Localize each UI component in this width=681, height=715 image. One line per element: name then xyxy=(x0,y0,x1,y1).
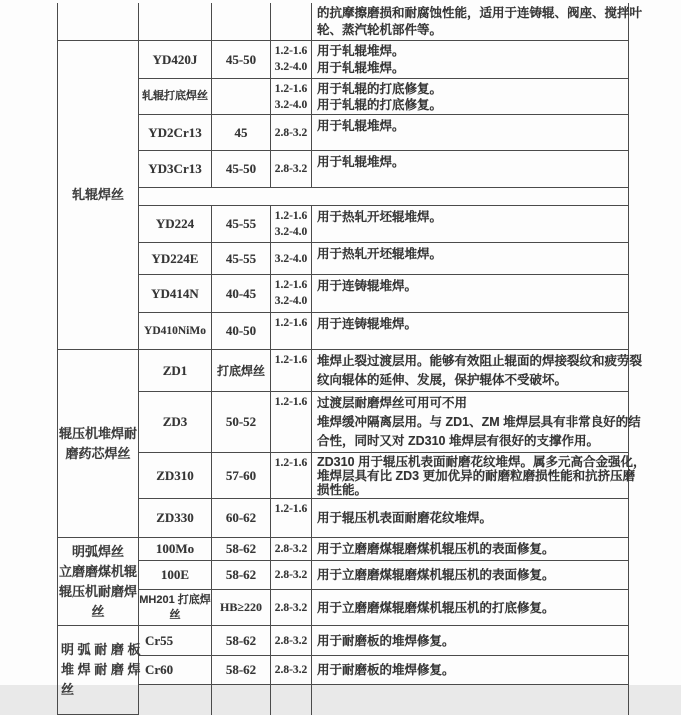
table-row xyxy=(58,561,629,590)
cell-category xyxy=(58,538,139,626)
table-row xyxy=(58,313,629,350)
model-label: YD420J xyxy=(152,51,198,67)
description-line: 用于轧辊的打底修复。 xyxy=(317,98,443,112)
diameter-line: 3.2-4.0 xyxy=(274,252,308,265)
cell-model xyxy=(139,590,212,626)
description-line: 的抗摩擦磨损和耐腐蚀性能，适用于连铸辊、阀座、搅拌叶 xyxy=(317,6,643,20)
cell-diameter xyxy=(271,313,312,350)
cell-diameter xyxy=(271,453,312,499)
cell-diameter xyxy=(271,561,312,590)
diameter-line: 3.2-4.0 xyxy=(274,99,308,111)
diameter-line: 2.8-3.2 xyxy=(274,664,308,676)
cell-description xyxy=(312,275,629,313)
table-row xyxy=(58,499,629,538)
description-line: 纹向辊体的延伸、发展，保护辊体不受破坏。 xyxy=(317,373,568,387)
cell-diameter xyxy=(271,3,312,41)
table-row xyxy=(58,626,629,656)
description-line: 损性能。 xyxy=(317,483,368,497)
diameter-line: 1.2-1.6 xyxy=(274,83,308,95)
diameter-line: 1.2-1.6 xyxy=(274,45,308,57)
table-row xyxy=(58,41,629,79)
category-line: 立磨磨煤机辊 xyxy=(58,563,137,579)
cell-diameter xyxy=(271,538,312,561)
cell-hardness xyxy=(212,685,271,715)
description-line: 用于热轧开坯辊堆焊。 xyxy=(317,247,443,261)
cell-diameter xyxy=(271,392,312,453)
description-line: 用于轧辊堆焊。 xyxy=(317,119,405,133)
description-line: 用于立磨磨煤辊磨煤机辊压机的表面修复。 xyxy=(317,542,555,556)
table-row xyxy=(58,3,629,41)
cell-model xyxy=(139,685,212,715)
model-label: 100E xyxy=(160,567,190,582)
category-line: 堆 焊 耐 磨 焊 xyxy=(61,662,141,677)
cell-description xyxy=(312,590,629,626)
cell-description xyxy=(312,350,643,392)
description-line: 用于轧辊堆焊。 xyxy=(317,61,405,75)
category-line: 磨药芯焊丝 xyxy=(65,445,131,461)
description-line: 堆焊止裂过渡层用。能够有效阻止辊面的焊接裂纹和疲劳裂 xyxy=(317,354,643,368)
product-table xyxy=(57,3,646,715)
cell-category xyxy=(58,626,139,715)
cell-diameter xyxy=(271,41,312,79)
model-label: MH201 打底焊丝 xyxy=(139,593,211,621)
diameter-line: 2.8-3.2 xyxy=(274,163,308,175)
cell-model xyxy=(139,538,212,561)
description-line: 用于轧辊堆焊。 xyxy=(317,44,405,58)
description-line: 用于热轧开坯辊堆焊。 xyxy=(317,210,443,224)
cell-hardness: 45-50 xyxy=(212,151,271,188)
cell-description xyxy=(312,313,629,350)
cell-hardness xyxy=(212,3,271,41)
cell-description xyxy=(312,561,629,590)
category-line: 辊压机耐磨焊 xyxy=(58,583,137,599)
cell-hardness: 40-50 xyxy=(212,313,271,350)
diameter-line: 1.2-1.6 xyxy=(274,503,308,515)
diameter-line: 2.8-3.2 xyxy=(274,569,308,581)
cell-description xyxy=(312,538,629,561)
model-label: Cr55 xyxy=(145,632,174,648)
category-line: 轧辊焊丝 xyxy=(71,187,124,202)
cell-description xyxy=(312,453,646,499)
cell-model xyxy=(139,206,212,243)
model-label: ZD330 xyxy=(156,510,194,525)
cell-hardness: 58-62 xyxy=(212,656,271,685)
table-row xyxy=(58,275,629,313)
category-line: 辊压机堆焊耐 xyxy=(58,425,137,441)
model-label: YD410NiMo xyxy=(144,325,206,337)
table-row xyxy=(58,538,629,561)
cell-category xyxy=(58,41,139,350)
cell-model xyxy=(139,3,212,41)
diameter-line: 1.2-1.6 xyxy=(274,396,308,408)
cell-description xyxy=(312,79,629,115)
description-line: 堆焊层具有比 ZD3 更加优异的耐磨粒磨损性能和抗挤压磨 xyxy=(317,469,636,483)
table-row xyxy=(58,206,629,243)
model-label: Cr60 xyxy=(145,662,174,677)
cell-diameter xyxy=(271,590,312,626)
cell-diameter xyxy=(271,350,312,392)
description-line: 用于轧辊堆焊。 xyxy=(317,155,405,169)
model-label: YD414N xyxy=(151,285,199,301)
description-line: 合性，同时又对 ZD310 堆焊层有很好的支撑作用。 xyxy=(317,434,599,448)
cell-hardness: 58-62 xyxy=(212,626,271,656)
cell-description xyxy=(312,243,629,275)
cell-hardness: 45-50 xyxy=(212,41,271,79)
cell-hardness: 57-60 xyxy=(212,453,271,499)
model-label: ZD1 xyxy=(162,362,188,378)
description-line: 用于耐磨板的堆焊修复。 xyxy=(317,633,455,648)
description-line: 用于耐磨板的堆焊修复。 xyxy=(317,663,455,677)
cell-description xyxy=(312,151,629,188)
table-row xyxy=(58,685,629,715)
table-row xyxy=(58,243,629,275)
description-line: 用于立磨磨煤辊磨煤机辊压机的打底修复。 xyxy=(317,600,555,615)
spacer-cell xyxy=(139,188,629,206)
cell-diameter xyxy=(271,79,312,115)
table-row xyxy=(58,590,629,626)
cell-description xyxy=(312,499,629,538)
cell-diameter xyxy=(271,243,312,275)
cell-model xyxy=(139,243,212,275)
cell-diameter xyxy=(271,151,312,188)
diameter-line: 1.2-1.6 xyxy=(274,354,308,366)
category-line: 丝 xyxy=(91,603,105,619)
cell-description xyxy=(312,685,629,715)
cell-model xyxy=(139,561,212,590)
cell-category xyxy=(58,3,139,41)
diameter-line: 3.2-4.0 xyxy=(274,295,308,307)
cell-hardness: 50-52 xyxy=(212,392,271,453)
cell-diameter xyxy=(271,626,312,656)
table-row xyxy=(58,79,629,115)
cell-diameter xyxy=(271,685,312,715)
cell-hardness: 60-62 xyxy=(212,499,271,538)
description-line: 堆焊缓冲隔离层用。与 ZD1、ZM 堆焊层具有非常良好的结 xyxy=(317,415,641,429)
cell-model xyxy=(139,275,212,313)
diameter-line: 3.2-4.0 xyxy=(274,61,308,73)
cell-model xyxy=(139,41,212,79)
cell-description xyxy=(312,41,629,79)
cell-model xyxy=(139,313,212,350)
cell-model xyxy=(139,499,212,538)
description-line: 轮、蒸汽轮机部件等。 xyxy=(317,23,443,37)
cell-model xyxy=(139,115,212,151)
cell-category xyxy=(58,350,139,538)
model-label: 100Mo xyxy=(155,541,195,556)
cell-diameter xyxy=(271,115,312,151)
cell-hardness: HB≥220 xyxy=(212,590,271,626)
category-line: 明弧焊丝 xyxy=(71,543,124,559)
cell-diameter xyxy=(271,499,312,538)
cell-model xyxy=(139,656,212,685)
diameter-line: 2.8-3.2 xyxy=(274,543,308,555)
cell-description xyxy=(312,115,629,151)
cell-hardness: 58-62 xyxy=(212,561,271,590)
table-row xyxy=(58,151,629,188)
diameter-line: 2.8-3.2 xyxy=(274,126,308,139)
cell-model xyxy=(139,392,212,453)
model-label: ZD3 xyxy=(162,414,188,429)
cell-description xyxy=(312,3,643,41)
cell-description xyxy=(312,392,641,453)
description-line: 用于辊压机表面耐磨花纹堆焊。 xyxy=(317,511,493,525)
table-row xyxy=(58,453,629,499)
cell-model xyxy=(139,350,212,392)
cell-model xyxy=(139,453,212,499)
table-row xyxy=(58,188,629,206)
diameter-line: 1.2-1.6 xyxy=(274,317,308,329)
table-row xyxy=(58,656,629,685)
cell-hardness: 40-45 xyxy=(212,275,271,313)
model-label: YD224 xyxy=(155,216,195,231)
table-row xyxy=(58,115,629,151)
cell-hardness xyxy=(212,79,271,115)
description-line: 过渡层耐磨焊丝可用可不用 xyxy=(317,396,468,410)
cell-model xyxy=(139,151,212,188)
diameter-line: 1.2-1.6 xyxy=(274,210,308,222)
category-line: 丝 xyxy=(61,682,75,697)
category-line: 明 弧 耐 磨 板 xyxy=(61,642,141,657)
cell-hardness: 打底焊丝 xyxy=(212,350,271,392)
cell-description xyxy=(312,626,629,656)
cell-hardness: 45-55 xyxy=(212,206,271,243)
diameter-line: 3.2-4.0 xyxy=(274,226,308,238)
table-row xyxy=(58,350,629,392)
model-label: 轧辊打底焊丝 xyxy=(142,90,208,102)
diameter-line: 2.8-3.2 xyxy=(274,634,308,647)
model-label: YD2Cr13 xyxy=(148,124,202,140)
cell-diameter xyxy=(271,656,312,685)
model-label: YD224E xyxy=(151,250,199,266)
description-line: 用于连铸辊堆焊。 xyxy=(317,279,418,293)
model-label: YD3Cr13 xyxy=(148,161,202,176)
cell-diameter xyxy=(271,275,312,313)
cell-description xyxy=(312,206,629,243)
cell-model xyxy=(139,79,212,115)
description-line: 用于连铸辊堆焊。 xyxy=(317,317,418,331)
cell-description xyxy=(312,656,629,685)
cell-hardness: 45-55 xyxy=(212,243,271,275)
cell-hardness: 58-62 xyxy=(212,538,271,561)
diameter-line: 1.2-1.6 xyxy=(274,457,308,469)
diameter-line: 1.2-1.6 xyxy=(274,279,308,291)
description-line: 用于立磨磨煤辊磨煤机辊压机的表面修复。 xyxy=(317,568,555,582)
cell-diameter xyxy=(271,206,312,243)
cell-model xyxy=(139,626,212,656)
table-row xyxy=(58,392,629,453)
model-label: ZD310 xyxy=(156,467,194,483)
cell-hardness: 45 xyxy=(212,115,271,151)
description-line: ZD310 用于辊压机表面耐磨花纹堆焊。属多元高合金强化， xyxy=(317,455,646,469)
diameter-line: 2.8-3.2 xyxy=(274,601,308,614)
description-line: 用于轧辊的打底修复。 xyxy=(317,82,443,96)
